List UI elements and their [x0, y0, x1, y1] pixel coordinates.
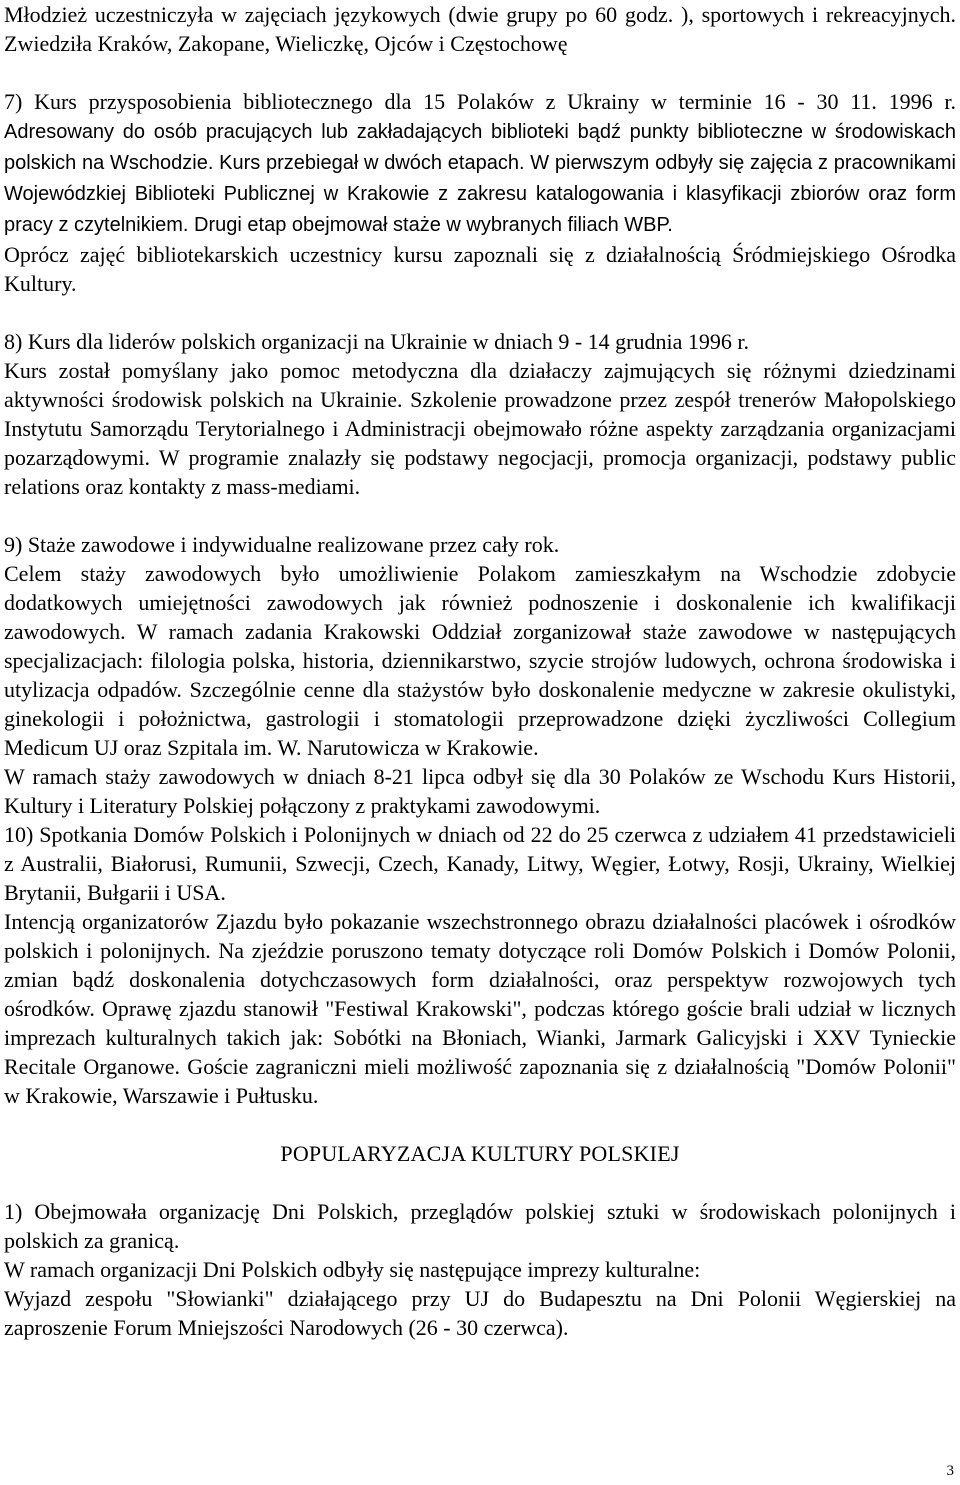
paragraph-item-9: Celem staży zawodowych było umożliwienie Polakom zamieszkałym na Wschodzie zdobycie dodatkowych umiejętności zawodowych jak również podnoszenie i doskonalenie ich kwalifikacji zawodowych. W ramach zadania Krakowski Oddział zorganizował staże zawodowe w następujących specjalizacjach: filologia polska, historia, dziennikarstwo, szycie strojów ludowych, ochrona środowiska i utylizacja odpadów. Szczególnie cenne dla stażystów było doskonalenie medyczne w zakresie okulistyki, ginekologii i położnictwa, gastrologii i stomatologii przeprowadzone dzięki życzliwości Collegium Medicum UJ oraz Szpitala im. W. Narutowicza w Krakowie.	[4, 561, 956, 760]
section-item-1-title: 1) Obejmowała organizację Dni Polskich, przeglądów polskiej sztuki w środowiskach polonijnych i polskich za granicą.	[4, 1199, 956, 1253]
paragraph-item-8	[4, 356, 956, 501]
section-item-1-body: W ramach organizacji Dni Polskich odbyły się następujące imprezy kulturalne:	[4, 1257, 701, 1282]
item-8-body-b: Szkolenie prowadzone przez zespół trenerów Małopolskiego Instytutu Samorządu Terytorialnego i Administracji obejmowało różne aspekty zarządzania organizacjami pozarządowymi. W programie znalazły się podstawy negocjacji, promocja organizacji, podstawy public relations oraz kontakty z mass-mediami.	[4, 387, 956, 499]
section-heading: POPULARYZACJA KULTURY POLSKIEJ	[280, 1141, 680, 1166]
item-9-title: 9) Staże zawodowe i indywidualne realizowane przez cały rok.	[4, 532, 560, 557]
document-page	[4, 0, 956, 1342]
spacer	[4, 58, 956, 87]
paragraph-item-7-extra: Oprócz zajęć bibliotekarskich uczestnicy kursu zapoznali się z działalnością Śródmiejskiego Ośrodka Kultury.	[4, 242, 956, 296]
item-10-title: 10) Spotkania Domów Polskich i Polonijnych w dniach od 22 do 25 czerwca z udziałem 41 przedstawicieli z Australii, Białorusi, Rumunii, Szwecji, Czech, Kanady, Litwy, Węgier, Łotwy, Rosji, Ukrainy, Wielkiej Brytanii, Bułgarii i USA.	[4, 822, 956, 905]
item-8-title: 8) Kurs dla liderów polskich organizacji na Ukrainie w dniach 9 - 14 grudnia 1996 r.	[4, 329, 749, 354]
spacer	[4, 298, 956, 327]
paragraph-item-7	[4, 87, 956, 240]
spacer	[4, 501, 956, 530]
paragraph-item-10: Intencją organizatorów Zjazdu było pokazanie wszechstronnego obrazu działalności placówek i ośrodków polskich i polonijnych. Na zjeździe poruszono tematy dotyczące roli Domów Polskich i Domów Polonii, zmian bądź doskonalenia dotychczasowych form działalności, oraz perspektyw rozwojowych tych ośrodków. Oprawę zjazdu stanowił "Festiwal Krakowski", podczas którego goście brali udział w licznych imprezach kulturalnych takich jak: Sobótki na Błoniach, Wianki, Jarmark Galicyjski i XXV Tynieckie Recitale Organowe. Goście zagraniczni mieli możliwość zapoznania się z działalnością "Domów Polonii" w Krakowie, Warszawie i Pułtusku.	[4, 909, 956, 1108]
item-8-body-a: Kurs został pomyślany jako pomoc metodyczna dla działaczy zajmujących się różnymi dziedzinami aktywności środowisk polskich na Ukrainie.	[4, 358, 956, 412]
spacer	[4, 1110, 956, 1139]
item-7-title: 7) Kurs przysposobienia bibliotecznego dla 15 Polaków z Ukrainy w terminie 16 - 30 11. 1996 r.	[4, 89, 956, 114]
page-number: 3	[946, 1463, 954, 1479]
item-7-body: Adresowany do osób pracujących lub zakładających biblioteki bądź punkty biblioteczne w środowiskach polskich na Wschodzie. Kurs przebiegał w dwóch etapach. W pierwszym odbyły się zajęcia z pracownikami Wojewódzkiej Biblioteki Publicznej w Krakowie z zakresu katalogowania i klasyfikacji zbiorów oraz form pracy z czytelnikiem. Drugi etap obejmował staże w wybranych filiach WBP.	[4, 121, 956, 236]
paragraph-intro: Młodzież uczestniczyła w zajęciach językowych (dwie grupy po 60 godz. ), sportowych i rekreacyjnych. Zwiedziła Kraków, Zakopane, Wieliczkę, Ojców i Częstochowę	[4, 2, 956, 56]
paragraph-item-9-extra: W ramach staży zawodowych w dniach 8-21 lipca odbył się dla 30 Polaków ze Wschodu Kurs Historii, Kultury i Literatury Polskiej połączony z praktykami zawodowymi.	[4, 764, 956, 818]
spacer	[4, 1168, 956, 1197]
section-item-1-entry: Wyjazd zespołu "Słowianki" działającego przy UJ do Budapesztu na Dni Polonii Węgierskiej na zaproszenie Forum Mniejszości Narodowych (26 - 30 czerwca).	[4, 1286, 956, 1340]
